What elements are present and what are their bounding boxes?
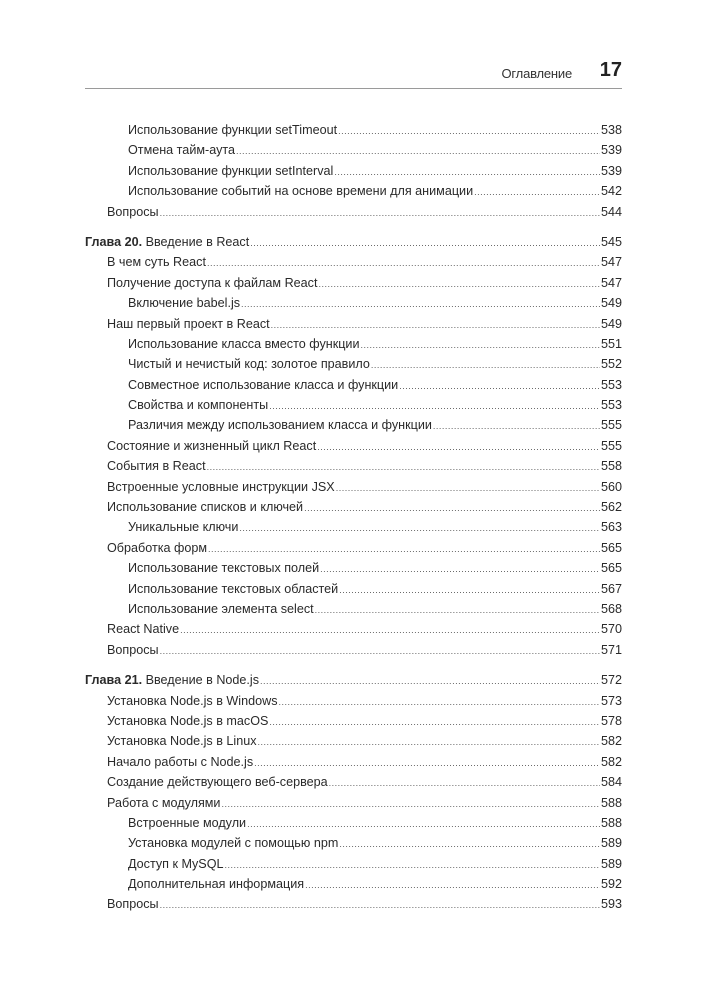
toc-entry-page: 588	[600, 795, 622, 810]
toc-entry-title	[128, 354, 370, 374]
toc-entry[interactable]	[85, 293, 622, 313]
toc-entry-text: Вопросы	[107, 642, 159, 657]
toc-entry-page: 578	[600, 713, 622, 728]
toc-entry-text: Установка Node.js в Windows	[107, 693, 278, 708]
toc-entry-page: 560	[600, 479, 622, 494]
toc-entry-page: 582	[600, 734, 622, 749]
toc-entry-page: 582	[600, 754, 622, 769]
dot-leader	[254, 753, 600, 773]
toc-entry-title	[107, 772, 328, 792]
toc-entry-page: 573	[600, 693, 622, 708]
toc-entry-title	[107, 202, 159, 222]
toc-entry-page: 593	[600, 897, 622, 912]
toc-entry-page: 567	[600, 581, 622, 596]
toc-entry-title	[128, 415, 432, 435]
toc-entry-text: Использование текстовых областей	[128, 581, 339, 596]
toc-entry-page: 589	[600, 836, 622, 851]
dot-leader	[160, 203, 600, 223]
toc-entry[interactable]	[85, 375, 622, 395]
dot-leader	[269, 712, 600, 732]
toc-entry-page: 553	[600, 377, 622, 392]
toc-entry-title	[128, 161, 333, 181]
toc-entry-title	[107, 894, 159, 914]
toc-entry-title	[128, 293, 240, 313]
dot-leader	[474, 182, 600, 202]
dot-leader	[371, 355, 600, 375]
toc-entry[interactable]	[85, 252, 622, 272]
toc-entry-title	[107, 538, 207, 558]
dot-leader	[339, 580, 600, 600]
toc-entry-text: Совместное использование класса и функции	[128, 377, 399, 392]
toc-entry-title	[107, 273, 317, 293]
toc-entry-page: 565	[600, 540, 622, 555]
toc-entry[interactable]	[85, 579, 622, 599]
toc-entry-title	[85, 232, 249, 252]
dot-leader	[315, 600, 600, 620]
toc-entry[interactable]	[85, 314, 622, 334]
toc-entry-title	[107, 711, 268, 731]
toc-entry-page: 565	[600, 561, 622, 576]
toc-entry-page: 558	[600, 459, 622, 474]
dot-leader	[241, 294, 600, 314]
toc-entry-page: 551	[600, 336, 622, 351]
toc-entry[interactable]	[85, 517, 622, 537]
toc-entry-page: 547	[600, 275, 622, 290]
toc-entry-page: 563	[600, 520, 622, 535]
toc-entry-title	[128, 874, 304, 894]
toc-entry-title	[107, 497, 303, 517]
dot-leader	[207, 457, 600, 477]
toc-entry-title	[107, 640, 159, 660]
toc-chapter-entry[interactable]	[85, 232, 622, 252]
table-of-contents	[85, 120, 622, 925]
toc-entry-text: Введение в React	[145, 234, 250, 249]
toc-entry[interactable]	[85, 354, 622, 374]
toc-entry-page: 568	[600, 601, 622, 616]
dot-leader	[225, 855, 600, 875]
toc-entry-text: Чистый и нечистый код: золотое правило	[128, 357, 370, 372]
running-header	[85, 58, 622, 88]
toc-entry-title	[107, 252, 206, 272]
dot-leader	[160, 641, 600, 661]
toc-entry[interactable]	[85, 833, 622, 853]
toc-entry[interactable]	[85, 894, 622, 914]
toc-entry-text: Обработка форм	[107, 540, 208, 555]
chapter-label: Глава 21.	[85, 673, 143, 688]
dot-leader	[279, 692, 600, 712]
toc-entry[interactable]	[85, 334, 622, 354]
toc-entry[interactable]	[85, 120, 622, 140]
toc-entry-page: 589	[600, 856, 622, 871]
toc-entry[interactable]	[85, 161, 622, 181]
toc-entry-page: 542	[600, 184, 622, 199]
toc-section	[85, 232, 622, 660]
toc-entry[interactable]	[85, 854, 622, 874]
toc-entry-text: Вопросы	[107, 897, 159, 912]
toc-entry-title	[107, 314, 270, 334]
dot-leader	[317, 437, 600, 457]
toc-entry-title	[107, 752, 253, 772]
dot-leader	[304, 498, 600, 518]
toc-entry[interactable]	[85, 395, 622, 415]
dot-leader	[271, 315, 600, 335]
dot-leader	[221, 794, 600, 814]
toc-entry-page: 572	[600, 673, 622, 688]
toc-entry-title	[128, 120, 337, 140]
dot-leader	[329, 773, 600, 793]
toc-entry-title	[128, 854, 224, 874]
running-header-title: Оглавление	[501, 66, 572, 81]
toc-entry-text: Использование функции setTimeout	[128, 123, 338, 137]
toc-entry[interactable]	[85, 538, 622, 558]
toc-entry[interactable]	[85, 711, 622, 731]
toc-entry-text: Использование текстовых полей	[128, 561, 320, 576]
toc-entry-text: Дополнительная информация	[128, 877, 305, 892]
toc-entry-text: События в React	[107, 459, 206, 474]
toc-entry-title	[128, 579, 338, 599]
dot-leader	[269, 396, 600, 416]
toc-entry-page: 562	[600, 500, 622, 515]
toc-entry-text: Наш первый проект в React	[107, 316, 270, 331]
toc-entry[interactable]	[85, 599, 622, 619]
toc-entry[interactable]	[85, 497, 622, 517]
toc-entry-title	[107, 691, 278, 711]
toc-entry-title	[107, 436, 316, 456]
dot-leader	[208, 539, 600, 559]
toc-entry-title	[107, 477, 335, 497]
toc-entry-title	[107, 456, 206, 476]
dot-leader	[160, 895, 600, 915]
dot-leader	[260, 671, 600, 691]
toc-entry-page: 544	[600, 204, 622, 219]
header-rule	[85, 88, 622, 89]
toc-entry-page: 553	[600, 398, 622, 413]
toc-entry-title	[128, 181, 473, 201]
toc-entry-page: 555	[600, 438, 622, 453]
toc-entry-page: 545	[600, 234, 622, 249]
toc-entry-title	[128, 375, 398, 395]
toc-entry-text: Начало работы с Node.js	[107, 754, 254, 769]
toc-entry[interactable]	[85, 477, 622, 497]
toc-entry[interactable]	[85, 731, 622, 751]
toc-entry-page: 539	[600, 143, 622, 158]
toc-entry-text: Работа с модулями	[107, 795, 221, 810]
toc-entry[interactable]	[85, 691, 622, 711]
toc-entry-title	[128, 599, 314, 619]
toc-entry-page: 538	[600, 123, 622, 137]
toc-entry-title	[128, 517, 238, 537]
toc-entry-text: Использование функции setInterval	[128, 163, 334, 178]
toc-entry-title	[107, 619, 179, 639]
dot-leader	[250, 233, 600, 253]
toc-entry[interactable]	[85, 273, 622, 293]
toc-entry-page: 549	[600, 296, 622, 311]
dot-leader	[334, 162, 600, 182]
toc-entry-page: 539	[600, 163, 622, 178]
toc-entry-page: 571	[600, 642, 622, 657]
dot-leader	[247, 814, 600, 834]
toc-entry-text: Доступ к MySQL	[128, 856, 224, 871]
toc-entry[interactable]	[85, 558, 622, 578]
toc-entry[interactable]	[85, 456, 622, 476]
toc-entry-text: Свойства и компоненты	[128, 398, 269, 413]
toc-entry-title	[128, 140, 235, 160]
toc-entry-text: Получение доступа к файлам React	[107, 275, 318, 290]
toc-entry[interactable]	[85, 793, 622, 813]
toc-entry[interactable]	[85, 619, 622, 639]
dot-leader	[239, 518, 600, 538]
toc-entry[interactable]	[85, 436, 622, 456]
toc-entry[interactable]	[85, 813, 622, 833]
dot-leader	[339, 834, 600, 854]
toc-entry-text: Создание действующего веб-сервера	[107, 775, 328, 790]
toc-entry-text: Встроенные модули	[128, 815, 247, 830]
dot-leader	[207, 253, 600, 273]
toc-entry-text: В чем суть React	[107, 255, 206, 270]
toc-entry-text: Отмена тайм-аута	[128, 143, 235, 158]
dot-leader	[433, 416, 600, 436]
toc-entry-title	[107, 793, 220, 813]
toc-entry-page: 547	[600, 255, 622, 270]
toc-entry-title	[128, 334, 360, 354]
toc-entry[interactable]	[85, 415, 622, 435]
toc-entry-text: Вопросы	[107, 204, 159, 219]
dot-leader	[305, 875, 600, 895]
toc-entry[interactable]	[85, 772, 622, 792]
dot-leader	[338, 121, 600, 141]
toc-entry[interactable]	[85, 140, 622, 160]
toc-entry[interactable]	[85, 202, 622, 222]
toc-entry-text: Установка модулей с помощью npm	[128, 836, 339, 851]
toc-entry-page: 570	[600, 622, 622, 637]
toc-entry-page: 592	[600, 877, 622, 892]
dot-leader	[361, 335, 600, 355]
toc-entry[interactable]	[85, 181, 622, 201]
toc-entry-text: Различия между использованием класса и функции	[128, 418, 432, 433]
toc-entry[interactable]	[85, 874, 622, 894]
toc-entry-text: Установка Node.js в Linux	[107, 734, 257, 749]
toc-section	[85, 670, 622, 915]
toc-entry-text: Использование элемента select	[128, 601, 314, 616]
toc-entry-text: Использование событий на основе времени для анимации	[128, 184, 474, 199]
toc-entry-title	[85, 670, 259, 690]
dot-leader	[258, 732, 600, 752]
toc-entry-title	[128, 395, 268, 415]
toc-entry-text: React Native	[107, 622, 180, 637]
dot-leader	[180, 620, 600, 640]
toc-entry-title	[128, 813, 246, 833]
toc-entry-page: 552	[600, 357, 622, 372]
page-number: 17	[599, 59, 622, 81]
toc-entry-title	[107, 731, 257, 751]
toc-entry-page: 549	[600, 316, 622, 331]
dot-leader	[399, 376, 600, 396]
toc-entry[interactable]	[85, 640, 622, 660]
dot-leader	[236, 141, 600, 161]
toc-entry-text: Встроенные условные инструкции JSX	[107, 479, 335, 494]
toc-entry-page: 588	[600, 815, 622, 830]
toc-entry-text: Уникальные ключи	[128, 520, 239, 535]
dot-leader	[318, 274, 600, 294]
toc-entry-page: 555	[600, 418, 622, 433]
dot-leader	[320, 559, 600, 579]
toc-chapter-entry[interactable]	[85, 670, 622, 690]
dot-leader	[336, 478, 600, 498]
toc-entry-text: Использование класса вместо функции	[128, 336, 360, 351]
toc-entry-text: Установка Node.js в macOS	[107, 713, 269, 728]
toc-entry-title	[128, 558, 319, 578]
toc-entry[interactable]	[85, 752, 622, 772]
chapter-label: Глава 20.	[85, 234, 143, 249]
toc-entry-page: 584	[600, 775, 622, 790]
toc-entry-text: Введение в Node.js	[145, 673, 260, 688]
toc-entry-text: Использование списков и ключей	[107, 500, 304, 515]
toc-entry-text: Включение babel.js	[128, 296, 241, 311]
toc-entry-text: Состояние и жизненный цикл React	[107, 438, 317, 453]
toc-section	[85, 120, 622, 222]
toc-entry-title	[128, 833, 338, 853]
